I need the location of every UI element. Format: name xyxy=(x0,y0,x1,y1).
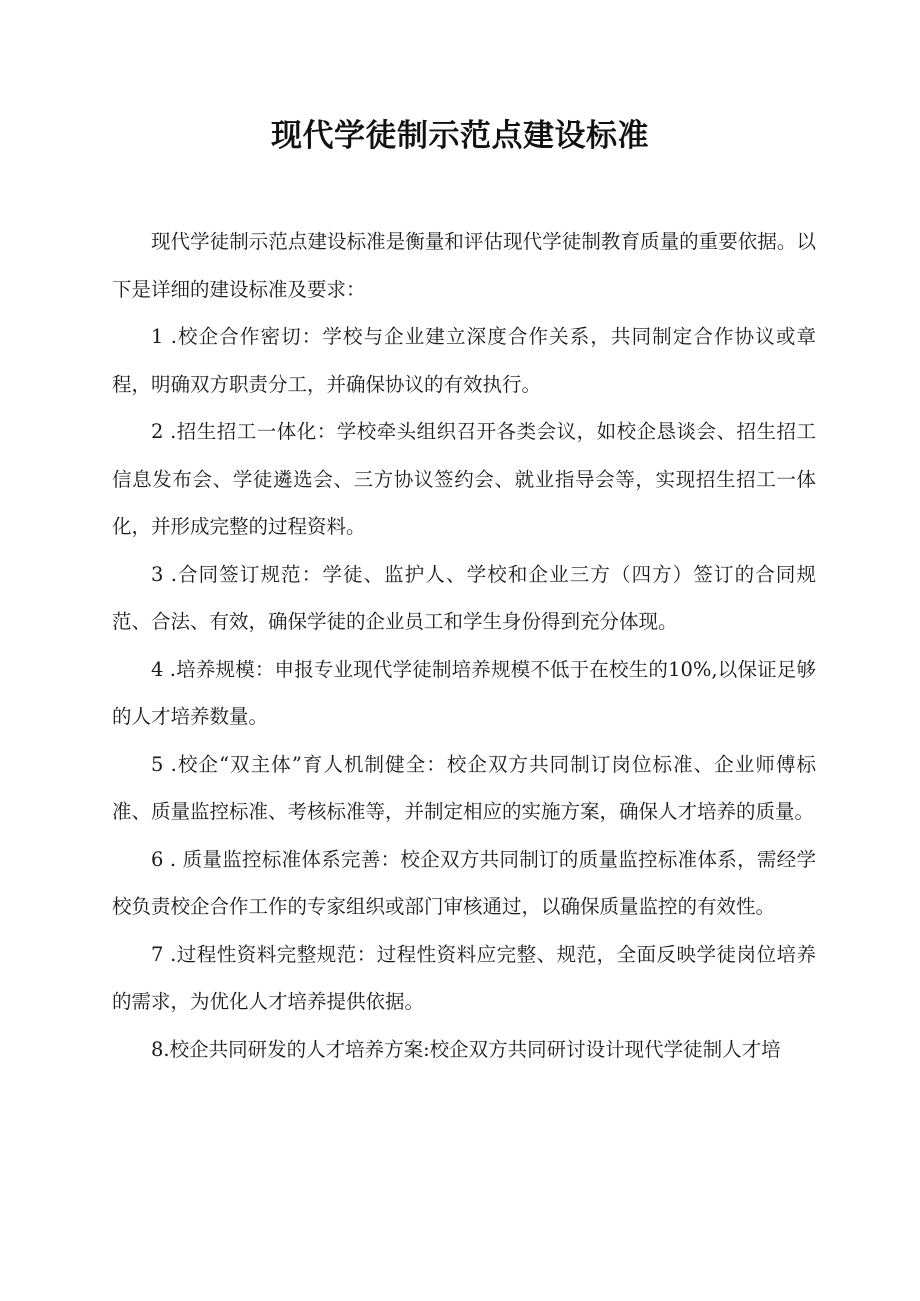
standard-item-5: 5 .校企“双主体”育人机制健全：校企双方共同制订岗位标准、企业师傅标准、质量监控标准、考核标准等，并制定相应的实施方案，确保人才培养的质量。 xyxy=(112,752,816,823)
standard-item-7: 7 .过程性资料完整规范：过程性资料应完整、规范，全面反映学徒岗位培养的需求，为优化人才培养提供依据。 xyxy=(112,942,816,1013)
standard-item-4: 4 .培养规模：申报专业现代学徒制培养规模不低于在校生的10%,以保证足够的人才培养数量。 xyxy=(112,657,816,728)
standard-item-2: 2 .招生招工一体化：学校牵头组织召开各类会议，如校企恳谈会、招生招工信息发布会、学徒遴选会、三方协议签约会、就业指导会等，实现招生招工一体化，并形成完整的过程资料。 xyxy=(112,420,816,538)
standard-item-8: 8.校企共同研发的人才培养方案:校企双方共同研讨设计现代学徒制人才培 xyxy=(151,1037,781,1061)
intro-paragraph: 现代学徒制示范点建设标准是衡量和评估现代学徒制教育质量的重要依据。以下是详细的建设标准及要求： xyxy=(112,230,816,301)
standard-item-3: 3 .合同签订规范：学徒、监护人、学校和企业三方（四方）签订的合同规范、合法、有效，确保学徒的企业员工和学生身份得到充分体现。 xyxy=(112,562,816,633)
document-body xyxy=(112,218,816,1073)
standard-item-1: 1 .校企合作密切：学校与企业建立深度合作关系，共同制定合作协议或章程，明确双方职责分工，并确保协议的有效执行。 xyxy=(112,325,816,396)
standard-item-6: 6 . 质量监控标准体系完善：校企双方共同制订的质量监控标准体系，需经学校负责校企合作工作的专家组织或部门审核通过，以确保质量监控的有效性。 xyxy=(112,847,816,918)
document-title: 现代学徒制示范点建设标准 xyxy=(271,118,649,154)
